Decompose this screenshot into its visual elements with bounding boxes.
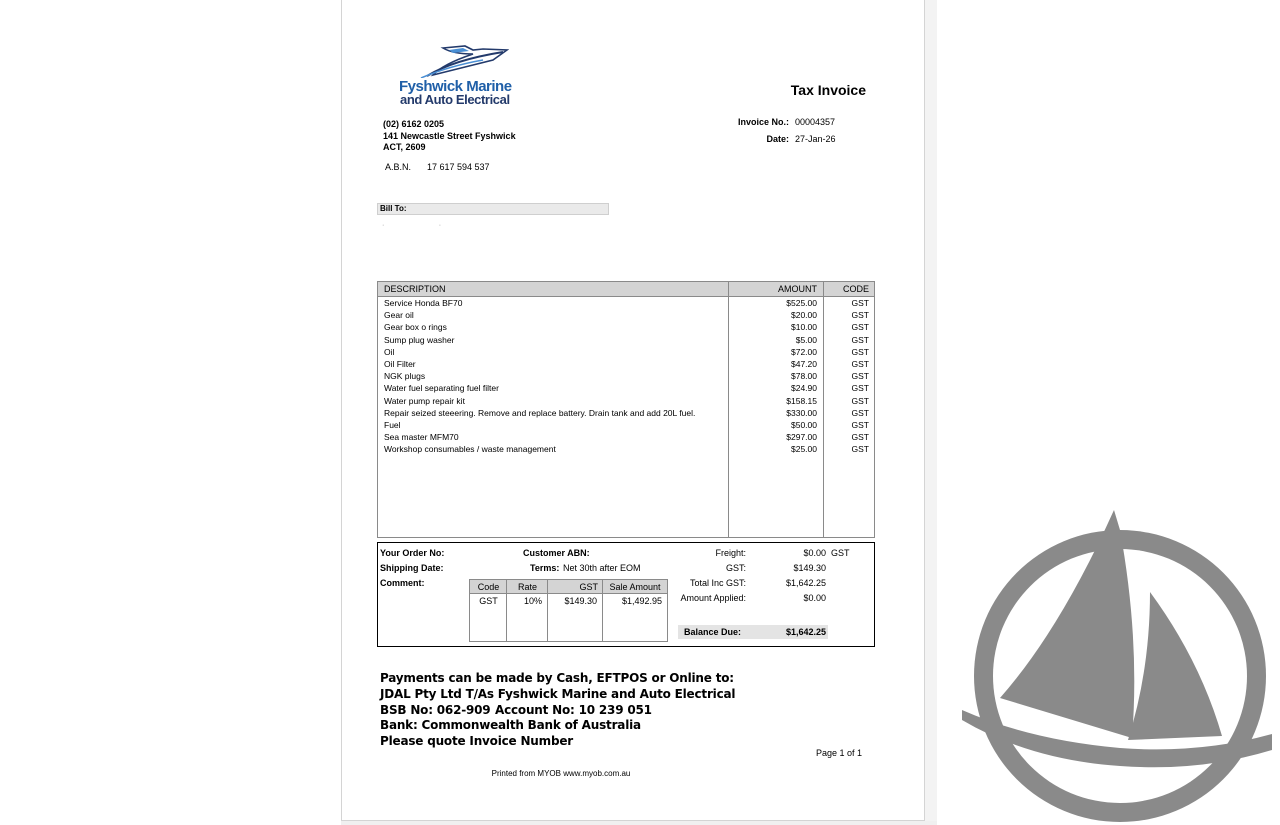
table-row bbox=[378, 382, 874, 394]
gst-column-divider bbox=[547, 580, 548, 641]
item-description: Service Honda BF70 bbox=[384, 298, 463, 308]
item-code: GST bbox=[851, 407, 869, 418]
comment-label: Comment: bbox=[380, 578, 425, 588]
item-description: Oil Filter bbox=[384, 359, 416, 369]
terms-value: Net 30th after EOM bbox=[563, 563, 641, 573]
company-street: 141 Newcastle Street Fyshwick bbox=[383, 131, 516, 141]
gst-code-cell: GST bbox=[479, 596, 498, 606]
payment-bank: Bank: Commonwealth Bank of Australia bbox=[380, 718, 641, 732]
balance-due-label: Balance Due: bbox=[684, 627, 742, 637]
gst-rate-cell: 10% bbox=[523, 596, 542, 606]
item-amount: $24.90 bbox=[791, 383, 817, 394]
code-header: CODE bbox=[842, 284, 869, 294]
item-code: GST bbox=[851, 334, 869, 345]
table-row bbox=[378, 297, 874, 309]
invoice-number: 00004357 bbox=[795, 117, 836, 127]
payment-account-number: Account No: 10 239 051 bbox=[495, 703, 652, 717]
invoice-date: 27-Jan-26 bbox=[795, 134, 836, 144]
logo-subtitle: and Auto Electrical bbox=[400, 92, 510, 107]
item-code: GST bbox=[851, 346, 869, 357]
bill-to-address: · · bbox=[382, 222, 442, 229]
your-order-label: Your Order No: bbox=[380, 548, 445, 558]
amount-header: AMOUNT bbox=[778, 284, 817, 294]
logo-name: Fyshwick Marine bbox=[399, 78, 512, 95]
line-items-header bbox=[378, 282, 874, 297]
item-code: GST bbox=[851, 371, 869, 382]
item-description: Sump plug washer bbox=[384, 334, 455, 345]
item-code: GST bbox=[851, 444, 869, 455]
amount-applied-label: Amount Applied: bbox=[680, 593, 746, 603]
invoice-number-label: Invoice No.: bbox=[737, 117, 789, 127]
payment-methods: Payments can be made by Cash, EFTPOS or Online to: bbox=[380, 671, 734, 685]
item-amount: $5.00 bbox=[795, 334, 817, 345]
total-inc-gst-label: Total Inc GST: bbox=[689, 578, 746, 588]
gst-breakdown-table bbox=[469, 579, 668, 642]
gst-breakdown-header bbox=[470, 580, 667, 594]
gst-column-divider bbox=[602, 580, 603, 641]
sailboat-watermark-icon bbox=[960, 510, 1280, 825]
payment-account-name: JDAL Pty Ltd T/As Fyshwick Marine and Auto Electrical bbox=[380, 687, 736, 701]
item-amount: $78.00 bbox=[791, 371, 817, 382]
gst-amount-cell: $149.30 bbox=[564, 596, 597, 606]
company-state: ACT, 2609 bbox=[383, 142, 426, 152]
document-title: Tax Invoice bbox=[790, 82, 866, 98]
total-inc-gst-value: $1,642.25 bbox=[785, 578, 826, 588]
terms-label: Terms: bbox=[530, 563, 560, 573]
amount-applied-value: $0.00 bbox=[803, 593, 826, 603]
freight-code: GST bbox=[831, 548, 850, 558]
item-description: Fuel bbox=[384, 420, 401, 430]
item-description: Water fuel separating fuel filter bbox=[384, 383, 499, 394]
gst-sale-amount-cell: $1,492.95 bbox=[621, 596, 662, 606]
item-amount: $25.00 bbox=[791, 444, 817, 455]
boat-logo-icon bbox=[413, 40, 509, 78]
table-row bbox=[378, 358, 874, 370]
item-description: Sea master MFM70 bbox=[384, 432, 459, 443]
table-row bbox=[378, 370, 874, 382]
item-description: Oil bbox=[384, 346, 395, 357]
payment-bsb: BSB No: 062-909 bbox=[380, 703, 491, 717]
invoice-date-label: Date: bbox=[766, 134, 789, 144]
table-row bbox=[378, 419, 874, 431]
table-row bbox=[378, 431, 874, 443]
freight-value: $0.00 bbox=[803, 548, 826, 558]
item-code: GST bbox=[851, 322, 869, 333]
item-amount: $330.00 bbox=[786, 407, 817, 418]
item-amount: $297.00 bbox=[786, 432, 817, 443]
item-description: Gear oil bbox=[384, 310, 414, 321]
description-header: DESCRIPTION bbox=[384, 284, 446, 294]
abn-label: A.B.N. bbox=[385, 162, 412, 172]
gst-rate-header: Rate bbox=[517, 582, 537, 592]
item-code: GST bbox=[851, 395, 869, 406]
item-amount: $525.00 bbox=[786, 298, 817, 308]
table-row bbox=[378, 321, 874, 333]
payment-reference-note: Please quote Invoice Number bbox=[380, 734, 573, 748]
item-amount: $50.00 bbox=[791, 420, 817, 430]
balance-due-value: $1,642.25 bbox=[785, 627, 826, 637]
table-row bbox=[378, 346, 874, 358]
item-description: Water pump repair kit bbox=[384, 395, 465, 406]
item-code: GST bbox=[851, 310, 869, 321]
abn-value: 17 617 594 537 bbox=[427, 162, 490, 172]
table-row bbox=[378, 407, 874, 419]
item-amount: $20.00 bbox=[791, 310, 817, 321]
printed-from-note: Printed from MYOB www.myob.com.au bbox=[491, 769, 631, 778]
table-row bbox=[378, 443, 874, 455]
item-code: GST bbox=[851, 420, 869, 430]
line-items-table bbox=[377, 281, 875, 538]
shipping-date-label: Shipping Date: bbox=[380, 563, 444, 573]
item-code: GST bbox=[851, 383, 869, 394]
page-shadow bbox=[925, 0, 937, 825]
gst-code-header: Code bbox=[477, 582, 500, 592]
item-code: GST bbox=[851, 432, 869, 443]
page-bottom-edge bbox=[341, 821, 937, 825]
item-description: Repair seized steeering. Remove and replace battery. Drain tank and add 20L fuel. bbox=[384, 407, 696, 418]
item-description: Gear box o rings bbox=[384, 322, 447, 333]
item-amount: $72.00 bbox=[791, 346, 817, 357]
gst-total-label: GST: bbox=[725, 563, 746, 573]
page-number: Page 1 of 1 bbox=[815, 748, 862, 758]
item-amount: $10.00 bbox=[791, 322, 817, 333]
item-description: NGK plugs bbox=[384, 371, 426, 382]
item-amount: $158.15 bbox=[786, 395, 817, 406]
gst-amount-header: GST bbox=[579, 582, 598, 592]
gst-total-value: $149.30 bbox=[793, 563, 826, 573]
item-description: Workshop consumables / waste management bbox=[384, 444, 556, 455]
customer-abn-label: Customer ABN: bbox=[523, 548, 590, 558]
table-row bbox=[378, 395, 874, 407]
table-row bbox=[378, 309, 874, 321]
gst-column-divider bbox=[506, 580, 507, 641]
bill-to-header: Bill To: bbox=[377, 203, 609, 215]
item-code: GST bbox=[851, 298, 869, 308]
item-amount: $47.20 bbox=[791, 359, 817, 369]
item-code: GST bbox=[851, 359, 869, 369]
company-phone: (02) 6162 0205 bbox=[383, 119, 445, 129]
gst-sale-amount-header: Sale Amount bbox=[609, 582, 661, 592]
freight-label: Freight: bbox=[715, 548, 746, 558]
company-logo bbox=[399, 40, 519, 106]
table-row bbox=[378, 334, 874, 346]
